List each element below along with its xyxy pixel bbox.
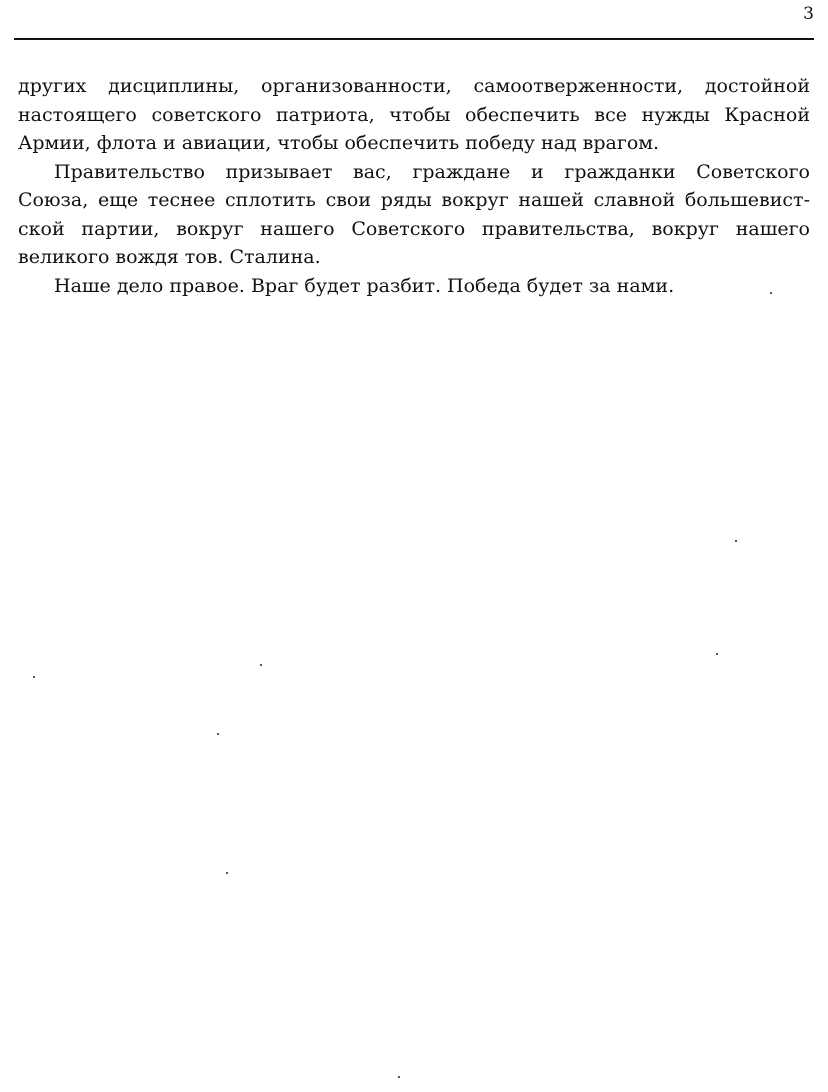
text-line: других дисциплины, организованности, самоотверженности, достойной — [18, 75, 810, 97]
paragraph-2 — [18, 158, 810, 272]
paragraph-1 — [18, 72, 810, 158]
text-line: Правительство призывает вас, граждане и гражданки Советского — [54, 160, 810, 183]
text-line: Армии, флота и авиации, чтобы обеспечить победу над врагом. — [18, 132, 660, 154]
text-line: ской партии, вокруг нашего Советского правительства, вокруг нашего — [18, 217, 810, 240]
body-text — [18, 72, 810, 300]
scan-speck — [398, 1076, 400, 1078]
page-number: 3 — [803, 4, 814, 24]
header-rule — [14, 38, 814, 40]
text-line: Союза, еще теснее сплотить свои ряды вокруг нашей славной большевист- — [18, 189, 810, 211]
scan-speck — [770, 292, 772, 294]
scan-speck — [260, 664, 262, 666]
scan-speck — [226, 872, 228, 874]
scan-speck — [33, 676, 35, 678]
scan-speck — [735, 540, 737, 542]
text-line: настоящего советского патриота, чтобы обеспечить все нужды Красной — [18, 103, 810, 126]
scan-speck — [716, 653, 718, 655]
scan-speck — [217, 733, 219, 735]
text-line: великого вождя тов. Сталина. — [18, 246, 321, 268]
text-line: Наше дело правое. Враг будет разбит. Победа будет за нами. — [54, 274, 675, 297]
paragraph-3 — [18, 272, 810, 301]
